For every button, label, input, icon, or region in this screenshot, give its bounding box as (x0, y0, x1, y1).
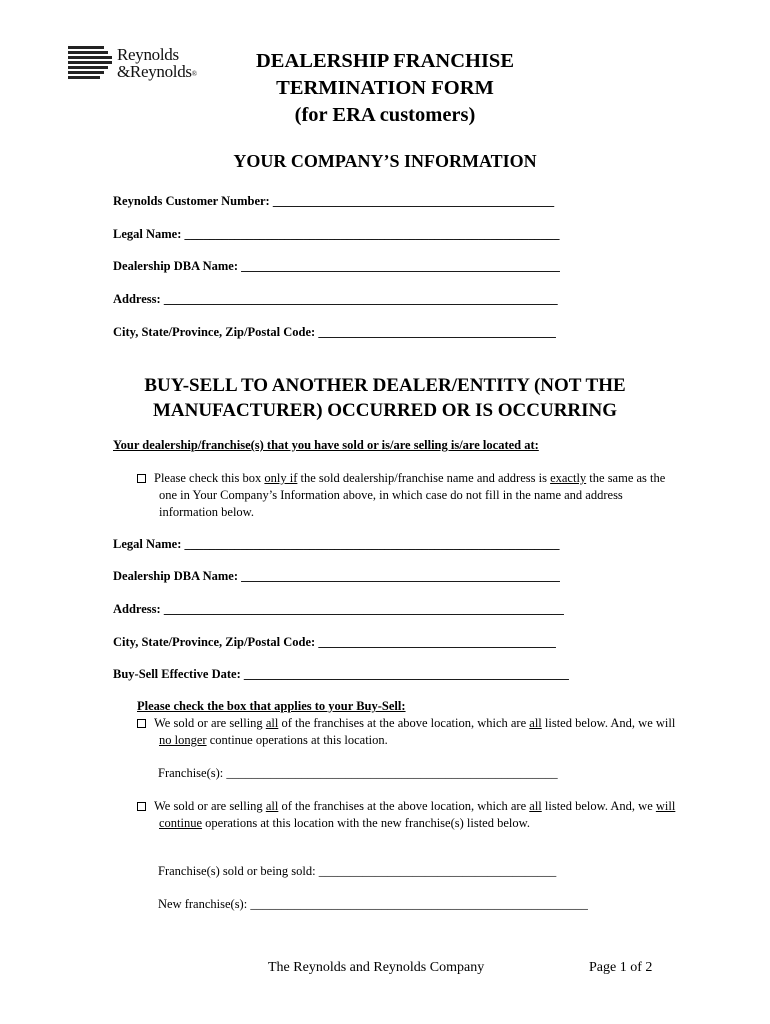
title-line1: DEALERSHIP FRANCHISE (255, 50, 514, 72)
field-line[interactable]: ___________________________________________________ (241, 259, 560, 273)
footer-page-number: Page 1 of 2 (589, 960, 653, 975)
option-no-longer-row[interactable] (137, 715, 679, 749)
text-part: We sold or are selling (154, 716, 266, 730)
field-line[interactable]: ____________________________________________________________ (184, 537, 560, 551)
dba-name-field[interactable] (113, 259, 560, 274)
text-part: all (529, 716, 542, 730)
same-address-checkbox[interactable] (137, 474, 146, 483)
form-title (0, 48, 770, 129)
field-label: Franchise(s) sold or being sold: (158, 864, 316, 878)
buysell-heading-line2: MANUFACTURER) OCCURRED OR IS OCCURRING (152, 400, 618, 421)
field-line[interactable]: _____________________________________________________ (226, 766, 558, 780)
field-label: Buy-Sell Effective Date: (113, 667, 241, 681)
text-part: all (529, 799, 542, 813)
buysell-heading-line1: BUY-SELL TO ANOTHER DEALER/ENTITY (NOT THE (144, 375, 626, 396)
field-label: City, State/Province, Zip/Postal Code: (113, 635, 316, 649)
location-subheading: Your dealership/franchise(s) that you have sold or is/are selling is/are located at: (113, 438, 539, 452)
field-label: Reynolds Customer Number: (113, 194, 270, 208)
text-part: the same as the one in Your Company’s Information above, in which case do not fill in the name and address information below. (159, 471, 666, 519)
option-no-longer-checkbox[interactable] (137, 719, 146, 728)
text-part: will continue (159, 799, 676, 830)
text-part: continue operations at this location. (206, 733, 388, 747)
title-line3: (for ERA customers) (294, 104, 476, 126)
apply-heading: Please check the box that applies to your Buy-Sell: (137, 699, 406, 713)
sold-franchises-field[interactable] (158, 864, 556, 879)
sold-legal-name-field[interactable] (113, 537, 560, 552)
field-label: Address: (113, 602, 161, 616)
franchises-field[interactable] (158, 766, 558, 781)
registered-mark: ® (191, 70, 197, 78)
footer-company: The Reynolds and Reynolds Company (268, 960, 485, 975)
text-part: of the franchises at the above location, which are (278, 799, 530, 813)
field-label: Franchise(s): (158, 766, 224, 780)
field-line[interactable]: ____________________________________________________ (243, 667, 569, 681)
sold-dba-name-field[interactable] (113, 569, 560, 584)
text-part: listed below. And, we (541, 799, 656, 813)
sold-city-state-zip-field[interactable] (113, 635, 556, 650)
new-franchises-field[interactable] (158, 897, 588, 912)
text-part: all (265, 716, 279, 730)
text-part: Please check this box (154, 471, 265, 485)
field-line[interactable]: ____________________________________________________________ (184, 227, 560, 241)
field-label: City, State/Province, Zip/Postal Code: (113, 325, 316, 339)
city-state-zip-field[interactable] (113, 325, 556, 340)
field-label: Dealership DBA Name: (113, 569, 238, 583)
field-line[interactable]: _______________________________________________________________ (163, 292, 558, 306)
field-line[interactable]: ________________________________________________________________ (163, 602, 564, 616)
field-line[interactable]: ______________________________________ (318, 325, 556, 339)
text-part: the sold dealership/franchise name and address is (297, 471, 551, 485)
field-line[interactable]: ___________________________________________________ (241, 569, 560, 583)
buysell-heading (0, 373, 770, 423)
option-will-continue-checkbox[interactable] (137, 802, 146, 811)
company-info-heading: YOUR COMPANY’S INFORMATION (233, 151, 537, 171)
text-part: exactly (550, 471, 587, 485)
text-part: only if (264, 471, 298, 485)
logo-line2: &Reynolds (117, 62, 192, 81)
field-label: Legal Name: (113, 227, 182, 241)
effective-date-field[interactable] (113, 667, 569, 682)
address-field[interactable] (113, 292, 558, 307)
logo-line1: Reynolds (117, 45, 179, 64)
option-will-continue-row[interactable] (137, 798, 679, 832)
field-label: Legal Name: (113, 537, 182, 551)
field-label: New franchise(s): (158, 897, 248, 911)
title-line2: TERMINATION FORM (276, 77, 494, 99)
text-part: all (265, 799, 279, 813)
field-label: Dealership DBA Name: (113, 259, 238, 273)
text-part: operations at this location with the new franchise(s) listed below. (202, 816, 530, 830)
field-line[interactable]: ______________________________________ (318, 864, 557, 878)
field-line[interactable]: ______________________________________ (318, 635, 556, 649)
field-line[interactable]: _____________________________________________ (272, 194, 555, 208)
text-part: listed below. And, we will (541, 716, 676, 730)
field-line[interactable]: ______________________________________________________ (250, 897, 588, 911)
customer-number-field[interactable] (113, 194, 554, 209)
field-label: Address: (113, 292, 161, 306)
text-part: no longer (159, 733, 207, 747)
same-address-checkbox-row[interactable] (137, 470, 679, 521)
text-part: We sold or are selling (154, 799, 266, 813)
legal-name-field[interactable] (113, 227, 560, 242)
text-part: of the franchises at the above location, which are (278, 716, 530, 730)
sold-address-field[interactable] (113, 602, 564, 617)
